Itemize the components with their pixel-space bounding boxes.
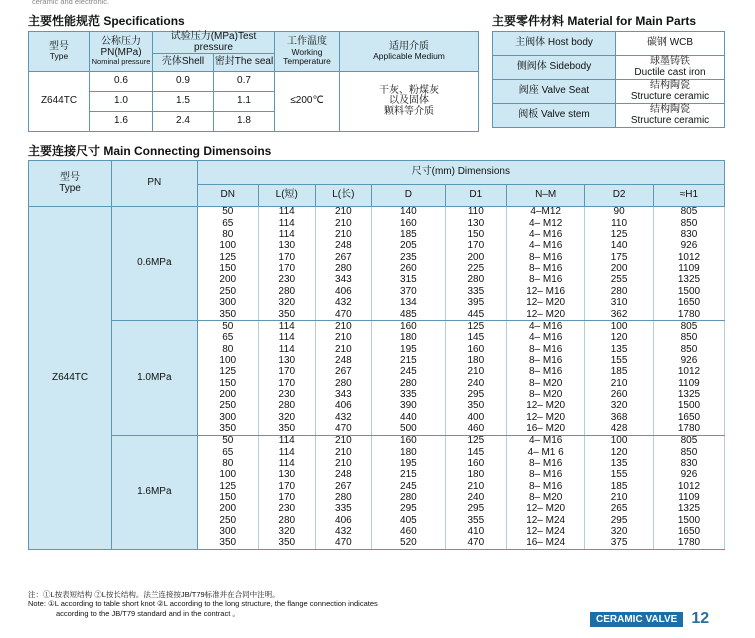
specs-temp: ≤200℃ [275, 72, 340, 132]
dims-cell: 100 [197, 241, 258, 252]
dims-cell: 135 [585, 459, 654, 470]
specs-shell-header: 壳体Shell [153, 54, 214, 72]
dims-cell: 850 [653, 447, 724, 458]
dims-cell: 8– M16 [507, 470, 585, 481]
dims-cell: 8– M16 [507, 355, 585, 366]
dims-cell: 200 [585, 264, 654, 275]
dims-cell: 470 [315, 424, 372, 436]
dims-cell: 850 [653, 218, 724, 229]
dims-cell: 150 [445, 230, 506, 241]
specs-pn-header: 公称压力 PN(MPa) Nominal pressure [90, 32, 153, 72]
dims-cell: 8– M20 [507, 493, 585, 504]
dims-cell: 140 [585, 241, 654, 252]
material-part: 阀板 Valve stem [493, 104, 616, 128]
dims-cell: 267 [315, 481, 372, 492]
dims-cell: 432 [315, 298, 372, 309]
dims-cell: 170 [258, 493, 315, 504]
dims-cell: 520 [372, 538, 445, 550]
dims-cell: 180 [445, 470, 506, 481]
dims-cell: 170 [258, 481, 315, 492]
dims-col-header: D [372, 185, 445, 207]
dims-cell: 130 [445, 218, 506, 229]
dims-cell: 12– M20 [507, 504, 585, 515]
dims-cell: 255 [585, 275, 654, 286]
dims-cell: 805 [653, 435, 724, 447]
dims-cell: 250 [197, 286, 258, 297]
dims-cell: 850 [653, 333, 724, 344]
dims-pn-header: PN [112, 161, 197, 207]
materials-title: 主要零件材料 Material for Main Parts [492, 14, 697, 28]
dims-cell: 1780 [653, 538, 724, 550]
dims-cell: 1650 [653, 527, 724, 538]
dims-cell: 215 [372, 470, 445, 481]
dims-cell: 110 [445, 207, 506, 219]
dims-cell: 406 [315, 515, 372, 526]
specs-title: 主要性能规范 Specifications [28, 14, 185, 28]
dims-cell: 445 [445, 309, 506, 321]
notes [28, 590, 378, 618]
dims-cell: 125 [197, 252, 258, 263]
dims-cell: 320 [585, 527, 654, 538]
brand-badge: CERAMIC VALVE [590, 612, 683, 627]
dims-cell: 114 [258, 207, 315, 219]
dims-cell: 12– M20 [507, 412, 585, 423]
dims-cell: 1012 [653, 252, 724, 263]
dims-cell: 8– M16 [507, 275, 585, 286]
dims-col-header: ≈H1 [653, 185, 724, 207]
specs-type-header: 型号 Type [29, 32, 90, 72]
dims-cell: 350 [197, 538, 258, 550]
dims-cell: 280 [315, 378, 372, 389]
dims-cell: 160 [372, 321, 445, 333]
table-row [29, 435, 725, 447]
dims-cell: 230 [258, 390, 315, 401]
dims-cell: 145 [445, 333, 506, 344]
dims-cell: 460 [445, 424, 506, 436]
dims-cell: 100 [585, 321, 654, 333]
dims-cell: 1012 [653, 367, 724, 378]
dims-cell: 248 [315, 355, 372, 366]
dims-cell: 114 [258, 333, 315, 344]
dims-cell: 830 [653, 230, 724, 241]
dims-cell: 805 [653, 207, 724, 219]
dims-cell: 8– M16 [507, 481, 585, 492]
dims-cell: 145 [445, 447, 506, 458]
dims-cell: 114 [258, 218, 315, 229]
dims-cell: 210 [445, 367, 506, 378]
specs-medium: 干灰、粉煤灰 以及固体 颗料等介质 [340, 72, 479, 132]
dims-cell: 240 [445, 493, 506, 504]
dims-cell: 160 [445, 459, 506, 470]
dims-cell: 210 [315, 447, 372, 458]
dims-cell: 350 [258, 424, 315, 436]
dims-cell: 406 [315, 286, 372, 297]
dims-cell: 4– M16 [507, 241, 585, 252]
dims-cell: 926 [653, 241, 724, 252]
dims-cell: 315 [372, 275, 445, 286]
dims-cell: 210 [315, 435, 372, 447]
dims-cell: 405 [372, 515, 445, 526]
dims-cell: 1012 [653, 481, 724, 492]
dims-cell: 205 [372, 241, 445, 252]
material-value: 结构陶瓷 Structure ceramic [616, 80, 725, 104]
dims-cell: 235 [372, 252, 445, 263]
dims-cell: 485 [372, 309, 445, 321]
dims-cell: 1109 [653, 493, 724, 504]
dims-cell: 280 [315, 264, 372, 275]
dims-col-header: D2 [585, 185, 654, 207]
specs-cell: 1.5 [153, 92, 214, 112]
specs-cell: 0.7 [214, 72, 275, 92]
dims-cell: 195 [372, 344, 445, 355]
dims-cell: 320 [258, 298, 315, 309]
dims-cell: 300 [197, 527, 258, 538]
dims-cell: 200 [197, 275, 258, 286]
dims-cell: 210 [585, 378, 654, 389]
dims-cell: 100 [197, 355, 258, 366]
dims-cell: 210 [315, 230, 372, 241]
dims-cell: 100 [197, 470, 258, 481]
dims-cell: 12– M24 [507, 527, 585, 538]
dims-cell: 410 [445, 527, 506, 538]
dims-cell: 8– M20 [507, 390, 585, 401]
material-value: 碳钢 WCB [616, 32, 725, 56]
dims-cell: 295 [372, 504, 445, 515]
specs-table [28, 31, 479, 132]
specs-seal-header: 密封The seal [214, 54, 275, 72]
dims-cell: 280 [372, 378, 445, 389]
dims-cell: 350 [197, 309, 258, 321]
dims-cell: 160 [372, 218, 445, 229]
dims-cell: 140 [372, 207, 445, 219]
dims-cell: 470 [315, 538, 372, 550]
dims-cell: 170 [258, 378, 315, 389]
dims-cell: 470 [315, 309, 372, 321]
note-en-2: according to the JB/T79 standard and in the contract 。 [56, 608, 240, 618]
specs-cell: 1.8 [214, 112, 275, 132]
dims-cell: 80 [197, 344, 258, 355]
dims-cell: 8– M16 [507, 367, 585, 378]
dims-cell: 280 [585, 286, 654, 297]
dims-cell: 280 [372, 493, 445, 504]
dims-cell: 280 [445, 275, 506, 286]
dims-cell: 470 [445, 538, 506, 550]
dims-cell: 180 [445, 355, 506, 366]
dims-cell: 245 [372, 481, 445, 492]
dims-cell: 355 [445, 515, 506, 526]
dims-cell: 350 [258, 309, 315, 321]
dims-cell: 185 [585, 367, 654, 378]
dims-cell: 175 [585, 252, 654, 263]
dims-cell: 210 [445, 481, 506, 492]
dims-cell: 4– M16 [507, 435, 585, 447]
dims-cell: 210 [315, 218, 372, 229]
dims-cell: 125 [197, 367, 258, 378]
dims-cell: 335 [372, 390, 445, 401]
specs-cell: 1.6 [90, 112, 153, 132]
dims-cell: 170 [258, 367, 315, 378]
dims-cell: 240 [445, 378, 506, 389]
dims-cell: 8– M16 [507, 252, 585, 263]
dims-cell: 250 [197, 401, 258, 412]
dims-cell: 130 [258, 241, 315, 252]
dims-cell: 210 [315, 321, 372, 333]
table-row [29, 321, 725, 333]
dims-cell: 12– M20 [507, 309, 585, 321]
dims-cell: 135 [585, 344, 654, 355]
dims-cell: 125 [585, 230, 654, 241]
dims-cell: 295 [445, 390, 506, 401]
dims-cell: 200 [197, 504, 258, 515]
dims-cell: 926 [653, 355, 724, 366]
dims-cell: 300 [197, 298, 258, 309]
material-part: 侧阀体 Sidebody [493, 56, 616, 80]
dims-cell: 260 [372, 264, 445, 275]
dims-cell: 320 [258, 527, 315, 538]
dims-cell: 200 [445, 252, 506, 263]
specs-cell: 0.9 [153, 72, 214, 92]
dims-cell: 8– M20 [507, 378, 585, 389]
dims-cell: 50 [197, 321, 258, 333]
dims-title: 主要连接尺寸 Main Connecting Dimensoins [28, 144, 272, 158]
dims-cell: 805 [653, 321, 724, 333]
dims-cell: 4– M16 [507, 333, 585, 344]
dims-col-header: D1 [445, 185, 506, 207]
dims-cell: 335 [445, 286, 506, 297]
dims-model: Z644TC [29, 207, 112, 550]
dims-cell: 230 [258, 504, 315, 515]
dims-cell: 4– M1 6 [507, 447, 585, 458]
dims-cell: 114 [258, 344, 315, 355]
specs-cell: 2.4 [153, 112, 214, 132]
dims-cell: 310 [585, 298, 654, 309]
specs-medium-header: 适用介质 Applicable Medium [340, 32, 479, 72]
dims-cell: 114 [258, 321, 315, 333]
dims-cell: 16– M20 [507, 424, 585, 436]
material-value: 球墨铸铁 Ductile cast iron [616, 56, 725, 80]
dims-cell: 280 [258, 515, 315, 526]
dims-cell: 110 [585, 218, 654, 229]
dims-cell: 460 [372, 527, 445, 538]
dims-cell: 225 [445, 264, 506, 275]
note-cn: 注：①L按表短结构 ②L按长结构。法兰连接按JB/T79标准并在合同中注明。 [28, 590, 280, 599]
dims-cell: 100 [585, 435, 654, 447]
dims-col-header: DN [197, 185, 258, 207]
dims-cell: 130 [258, 355, 315, 366]
dims-cell: 267 [315, 367, 372, 378]
dims-cell: 362 [585, 309, 654, 321]
dims-cell: 248 [315, 470, 372, 481]
dims-cell: 500 [372, 424, 445, 436]
dims-cell: 4–M12 [507, 207, 585, 219]
dims-cell: 432 [315, 527, 372, 538]
dims-cell: 300 [197, 412, 258, 423]
dims-cell: 1109 [653, 378, 724, 389]
dims-cell: 343 [315, 390, 372, 401]
dims-cell: 160 [372, 435, 445, 447]
dims-cell: 130 [258, 470, 315, 481]
dims-cell: 370 [372, 286, 445, 297]
dims-cell: 250 [197, 515, 258, 526]
dims-type-header: 型号 Type [29, 161, 112, 207]
dims-cell: 295 [585, 515, 654, 526]
dims-cell: 12– M20 [507, 401, 585, 412]
dims-cell: 406 [315, 401, 372, 412]
dims-cell: 12– M16 [507, 286, 585, 297]
dims-cell: 432 [315, 412, 372, 423]
dims-cell: 134 [372, 298, 445, 309]
dims-cell: 155 [585, 355, 654, 366]
dims-cell: 926 [653, 470, 724, 481]
dims-cell: 114 [258, 435, 315, 447]
specs-model: Z644TC [29, 72, 90, 132]
page-number: 12 [691, 610, 710, 627]
dims-cell: 267 [315, 252, 372, 263]
dims-cell: 1650 [653, 298, 724, 309]
dims-cell: 150 [197, 378, 258, 389]
specs-cell: 1.1 [214, 92, 275, 112]
dims-cell: 400 [445, 412, 506, 423]
dims-cell: 1109 [653, 264, 724, 275]
dims-pn: 1.6MPa [112, 435, 197, 549]
dims-cell: 1780 [653, 424, 724, 436]
dims-cell: 80 [197, 459, 258, 470]
dims-col-header: L(长) [315, 185, 372, 207]
dims-cell: 1650 [653, 412, 724, 423]
dims-cell: 230 [258, 275, 315, 286]
dims-cell: 90 [585, 207, 654, 219]
dims-cell: 280 [258, 401, 315, 412]
dims-cell: 170 [445, 241, 506, 252]
dims-table [28, 160, 725, 550]
dims-cell: 320 [585, 401, 654, 412]
dims-cell: 248 [315, 241, 372, 252]
materials-table [492, 31, 725, 128]
dims-cell: 185 [585, 481, 654, 492]
dims-cell: 850 [653, 344, 724, 355]
dims-cell: 350 [445, 401, 506, 412]
dims-cell: 280 [258, 286, 315, 297]
dims-cell: 50 [197, 207, 258, 219]
dims-cell: 335 [315, 504, 372, 515]
dims-cell: 350 [258, 538, 315, 550]
dims-cell: 295 [445, 504, 506, 515]
dims-cell: 375 [585, 538, 654, 550]
dims-cell: 4– M16 [507, 321, 585, 333]
dims-cell: 120 [585, 333, 654, 344]
dims-cell: 265 [585, 504, 654, 515]
dims-cell: 150 [197, 493, 258, 504]
dims-cell: 428 [585, 424, 654, 436]
dims-cell: 210 [315, 207, 372, 219]
dims-cell: 155 [585, 470, 654, 481]
dims-cell: 350 [197, 424, 258, 436]
dims-cell: 185 [372, 230, 445, 241]
dims-cell: 125 [445, 435, 506, 447]
dims-cell: 210 [585, 493, 654, 504]
dims-cell: 120 [585, 447, 654, 458]
dims-cell: 440 [372, 412, 445, 423]
dims-cell: 215 [372, 355, 445, 366]
dims-header: 尺寸(mm) Dimensions [197, 161, 724, 185]
dims-cell: 195 [372, 459, 445, 470]
dims-cell: 65 [197, 333, 258, 344]
dims-col-header: N–M [507, 185, 585, 207]
table-row [29, 207, 725, 219]
dims-cell: 4– M12 [507, 218, 585, 229]
dims-cell: 150 [197, 264, 258, 275]
note-en-1: Note: ①L according to table short knot ②L according to the long structure, the flange connection indicates [28, 599, 378, 609]
dims-cell: 260 [585, 390, 654, 401]
dims-cell: 8– M16 [507, 264, 585, 275]
specs-cell: 1.0 [90, 92, 153, 112]
dims-cell: 245 [372, 367, 445, 378]
specs-cell: 0.6 [90, 72, 153, 92]
material-part: 主阀体 Host body [493, 32, 616, 56]
dims-cell: 395 [445, 298, 506, 309]
dims-cell: 280 [315, 493, 372, 504]
dims-cell: 390 [372, 401, 445, 412]
dims-cell: 12– M24 [507, 515, 585, 526]
dims-cell: 50 [197, 435, 258, 447]
dims-cell: 210 [315, 459, 372, 470]
dims-cell: 114 [258, 447, 315, 458]
dims-cell: 16– M24 [507, 538, 585, 550]
dims-cell: 114 [258, 459, 315, 470]
dims-cell: 4– M16 [507, 230, 585, 241]
dims-cell: 12– M20 [507, 298, 585, 309]
dims-cell: 65 [197, 218, 258, 229]
dims-cell: 200 [197, 390, 258, 401]
dims-cell: 1325 [653, 504, 724, 515]
dims-cell: 170 [258, 264, 315, 275]
dims-cell: 368 [585, 412, 654, 423]
dims-cell: 8– M16 [507, 459, 585, 470]
dims-cell: 320 [258, 412, 315, 423]
dims-cell: 830 [653, 459, 724, 470]
dims-cell: 180 [372, 333, 445, 344]
dims-cell: 65 [197, 447, 258, 458]
material-value: 结构陶瓷 Structure ceramic [616, 104, 725, 128]
dims-cell: 343 [315, 275, 372, 286]
dims-cell: 1500 [653, 286, 724, 297]
dims-cell: 1325 [653, 275, 724, 286]
material-part: 阀座 Valve Seat [493, 80, 616, 104]
top-fragment: ceramic and electronic. [32, 0, 110, 6]
dims-cell: 170 [258, 252, 315, 263]
dims-cell: 180 [372, 447, 445, 458]
dims-cell: 125 [197, 481, 258, 492]
dims-cell: 1780 [653, 309, 724, 321]
dims-pn: 0.6MPa [112, 207, 197, 321]
dims-pn: 1.0MPa [112, 321, 197, 435]
dims-cell: 125 [445, 321, 506, 333]
footer [590, 610, 709, 628]
dims-cell: 1325 [653, 390, 724, 401]
specs-test-header: 试验压力(MPa)Test pressure [153, 32, 275, 54]
dims-cell: 1500 [653, 515, 724, 526]
dims-cell: 8– M16 [507, 344, 585, 355]
dims-cell: 210 [315, 333, 372, 344]
dims-cell: 1500 [653, 401, 724, 412]
specs-temp-header: 工作温度 Working Temperature [275, 32, 340, 72]
dims-cell: 160 [445, 344, 506, 355]
dims-cell: 114 [258, 230, 315, 241]
dims-col-header: L(短) [258, 185, 315, 207]
dims-cell: 210 [315, 344, 372, 355]
dims-cell: 80 [197, 230, 258, 241]
